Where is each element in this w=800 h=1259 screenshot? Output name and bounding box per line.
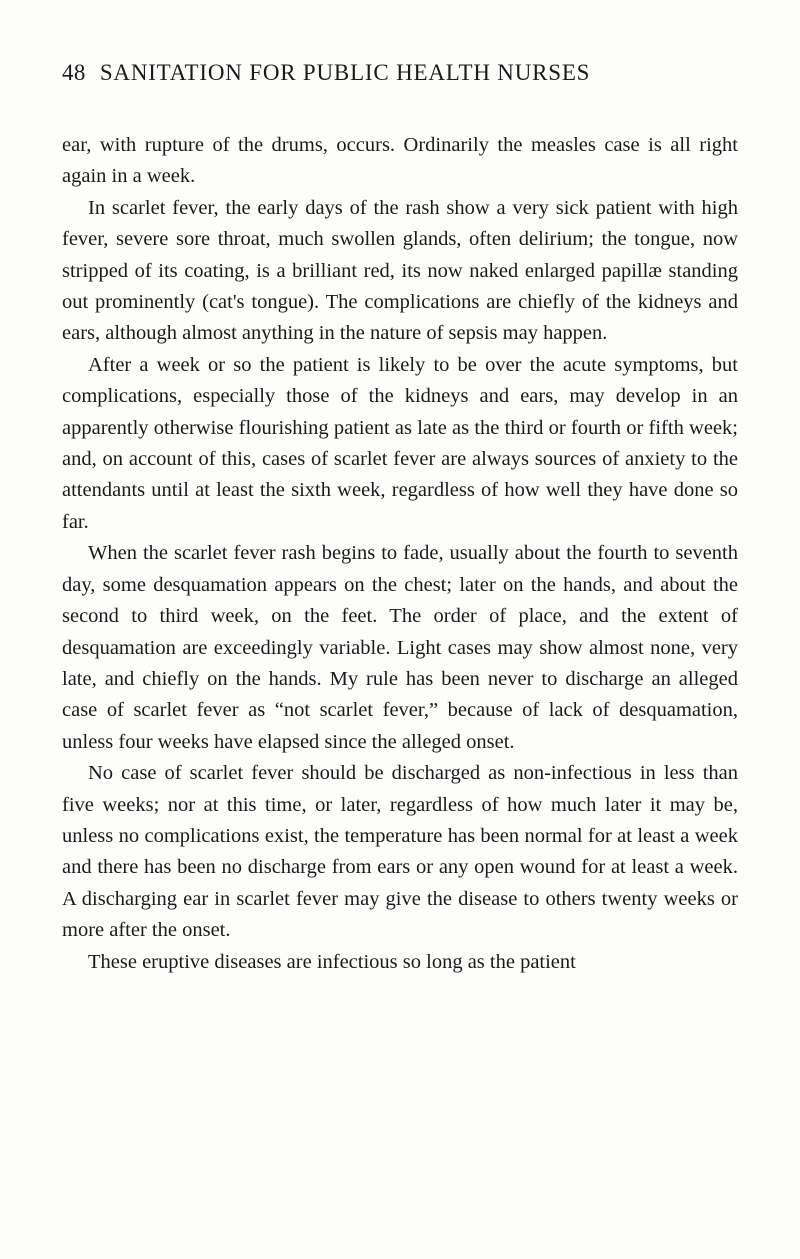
paragraph: ear, with rupture of the drums, occurs. Ordinarily the measles case is all right again in a week.	[62, 134, 738, 188]
paragraph: No case of scarlet fever should be discharged as non-infectious in less than five weeks; nor at this time, or later, regardless of how much later it may be, unless no complications exist, the temperature has been normal for at least a week and there has been no discharge from ears or any open wound for at least a week. A discharging ear in scarlet fever may give the disease to others twenty weeks or more after the onset.	[62, 762, 738, 942]
paragraph: When the scarlet fever rash begins to fade, usually about the fourth to seventh day, some desquamation appears on the chest; later on the hands, and about the second to third week, on the feet. The order of place, and the extent of desquamation are exceedingly variable. Light cases may show almost none, very late, and chiefly on the hands. My rule has been never to discharge an alleged case of scarlet fever as “not scarlet fever,” because of lack of desquamation, unless four weeks have elapsed since the alleged onset.	[62, 542, 738, 753]
page-number: 48	[62, 60, 86, 85]
paragraph: After a week or so the patient is likely to be over the acute symptoms, but complications, especially those of the kidneys and ears, may develop in an apparently otherwise flourishing patient as late as the third or fourth or fifth week; and, on account of this, cases of scarlet fever are always sources of anxiety to the attendants until at least the sixth week, regardless of how well they have done so far.	[62, 353, 738, 533]
running-head: SANITATION FOR PUBLIC HEALTH NURSES	[99, 60, 591, 85]
paragraph: In scarlet fever, the early days of the rash show a very sick patient with high fever, severe sore throat, much swollen glands, often delirium; the tongue, now stripped of its coating, is a brilliant red, its now naked enlarged papillæ standing out prominently (cat's tongue). The complications are chiefly of the kidneys and ears, although almost anything in the nature of sepsis may happen.	[62, 196, 738, 345]
paragraph: These eruptive diseases are infectious so long as the patient	[88, 950, 576, 973]
page-header	[62, 60, 738, 86]
page-body	[62, 130, 738, 978]
